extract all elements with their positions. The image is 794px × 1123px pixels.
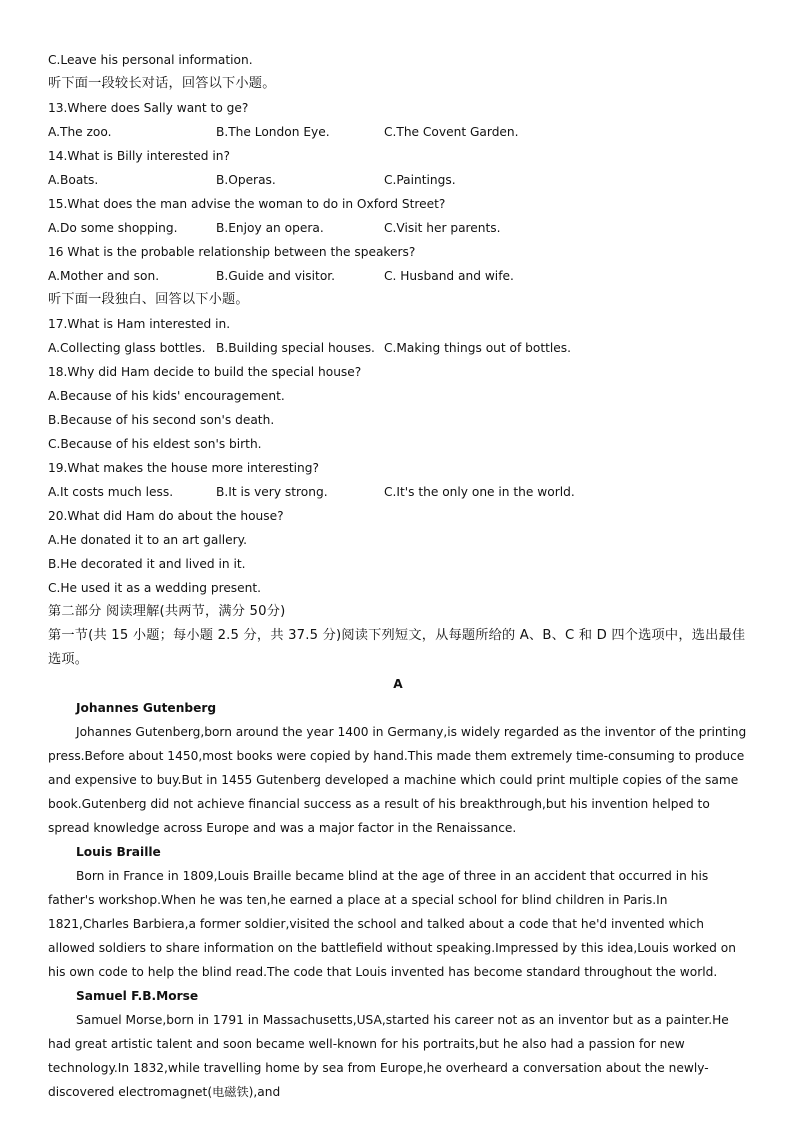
question-18-option-c: C.Because of his eldest son's birth.: [48, 437, 262, 451]
option-a: A.Collecting glass bottles.: [48, 341, 206, 355]
instruction-monologue: 听下面一段独白、回答以下小题。: [48, 292, 249, 307]
option-c: C.Making things out of bottles.: [384, 341, 572, 355]
option-b: B.Enjoy an opera.: [216, 221, 324, 235]
question-12-option-c: C.Leave his personal information.: [48, 53, 253, 67]
gutenberg-heading: Johannes Gutenberg: [76, 701, 217, 715]
option-c: C.Paintings.: [384, 173, 456, 187]
question-19-options: [48, 480, 748, 504]
exam-page: [48, 48, 748, 1104]
question-16: 16 What is the probable relationship between the speakers?: [48, 245, 416, 259]
question-15-options: [48, 216, 748, 240]
question-17-options: [48, 336, 748, 360]
option-b: B.The London Eye.: [216, 125, 330, 139]
question-14-options: [48, 168, 748, 192]
option-a: A.Mother and son.: [48, 269, 160, 283]
question-13-options: [48, 120, 748, 144]
braille-paragraph: Born in France in 1809,Louis Braille became blind at the age of three in an accident that occurred in his father's workshop.When he was ten,he earned a place at a special school for blind children in Paris.In 1821,Charles Barbiera,a former soldier,visited the school and talked about a code that he'd invented which allowed soldiers to share information on the battlefield without speaking.Impressed by this idea,Louis worked on his own code to help the blind read.The code that Louis invented has become standard throughout the world.: [48, 869, 736, 979]
option-b: B.Guide and visitor.: [216, 269, 336, 283]
question-13: 13.Where does Sally want to ge?: [48, 101, 249, 115]
section-one-instruction: 第一节(共 15 小题；每小题 2.5 分，共 37.5 分)阅读下列短文，从每题所给的 A、B、C 和 D 四个选项中，选出最佳选项。: [48, 628, 746, 667]
option-c: C. Husband and wife.: [384, 269, 514, 283]
question-18-option-b: B.Because of his second son's death.: [48, 413, 275, 427]
question-17: 17.What is Ham interested in.: [48, 317, 231, 331]
option-a: A.Do some shopping.: [48, 221, 178, 235]
morse-heading: Samuel F.B.Morse: [76, 989, 199, 1003]
question-15: 15.What does the man advise the woman to do in Oxford Street?: [48, 197, 446, 211]
option-c: C.Visit her parents.: [384, 221, 501, 235]
braille-heading: Louis Braille: [76, 845, 161, 859]
part-two-title: 第二部分 阅读理解(共两节，满分 50分): [48, 604, 286, 619]
instruction-long-dialogue: 听下面一段较长对话，回答以下小题。: [48, 76, 276, 91]
question-18-option-a: A.Because of his kids' encouragement.: [48, 389, 285, 403]
option-a: A.The zoo.: [48, 125, 112, 139]
option-b: B.Building special houses.: [216, 341, 375, 355]
question-16-options: [48, 264, 748, 288]
option-b: B.It is very strong.: [216, 485, 328, 499]
option-a: A.Boats.: [48, 173, 99, 187]
option-c: C.It's the only one in the world.: [384, 485, 575, 499]
option-b: B.Operas.: [216, 173, 276, 187]
question-19: 19.What makes the house more interesting?: [48, 461, 319, 475]
option-c: C.The Covent Garden.: [384, 125, 519, 139]
morse-paragraph: Samuel Morse,born in 1791 in Massachusetts,USA,started his career not as an inventor but as a painter.He had great artistic talent and soon became well-known for his portraits,but he also had a passion for new technology.In 1832,while travelling home by sea from Europe,he overheard a conversation about the newly-discovered electromagnet(电磁铁),and: [48, 1013, 729, 1099]
option-a: A.It costs much less.: [48, 485, 174, 499]
gutenberg-paragraph: Johannes Gutenberg,born around the year 1400 in Germany,is widely regarded as the inventor of the printing press.Before about 1450,most books were copied by hand.This made them extremely time-consuming to produce and expensive to buy.But in 1455 Gutenberg developed a machine which could print multiple copies of the same book.Gutenberg did not achieve financial success as a result of his breakthrough,but his invention helped to spread knowledge across Europe and was a major factor in the Renaissance.: [48, 725, 747, 835]
question-18: 18.Why did Ham decide to build the special house?: [48, 365, 362, 379]
question-20-option-b: B.He decorated it and lived in it.: [48, 557, 246, 571]
question-20-option-c: C.He used it as a wedding present.: [48, 581, 262, 595]
passage-label: A: [393, 677, 403, 691]
question-20-option-a: A.He donated it to an art gallery.: [48, 533, 247, 547]
question-20: 20.What did Ham do about the house?: [48, 509, 284, 523]
question-14: 14.What is Billy interested in?: [48, 149, 230, 163]
